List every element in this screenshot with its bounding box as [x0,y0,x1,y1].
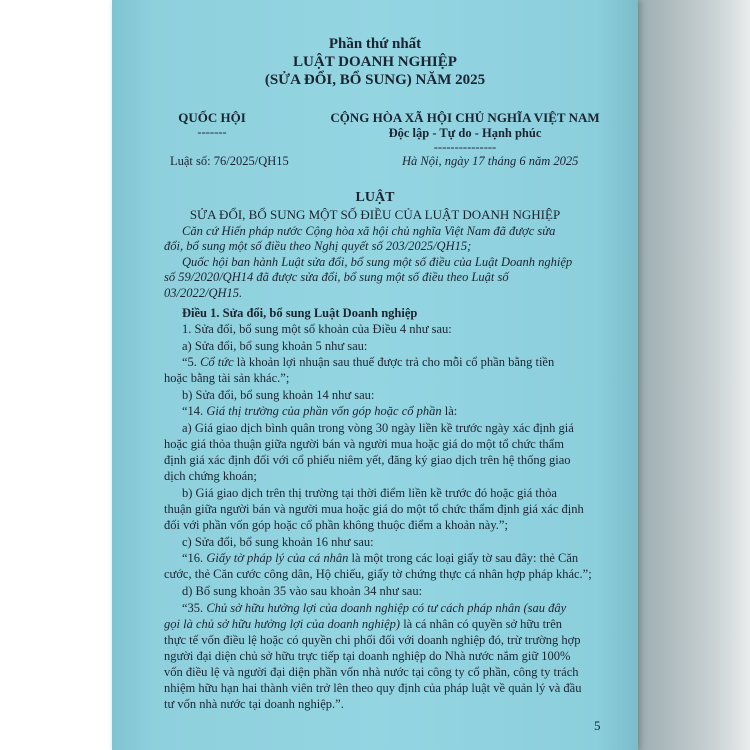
preamble-line: số 59/2020/QH14 đã được sửa đổi, bổ sung một số điều theo Luật số [164,270,509,284]
point-b: b) Sửa đổi, bổ sung khoản 14 như sau: [182,388,375,402]
document-name: SỬA ĐỔI, BỔ SUNG MỘT SỐ ĐIỀU CỦA LUẬT DOANH NGHIỆP [189,207,561,222]
book-page [112,0,638,750]
quote-line: định giá xác định đối với cổ phiếu niêm yết, đăng ký giao dịch trên hệ thống giao [164,453,571,467]
page-number: 5 [594,718,601,733]
preamble-line: Căn cứ Hiến pháp nước Cộng hòa xã hội chủ nghĩa Việt Nam đã được sửa [182,224,556,238]
article-heading: Điều 1. Sửa đổi, bổ sung Luật Doanh nghiệp [182,306,418,320]
quote-5 [182,356,554,369]
background-right [620,0,750,750]
quote-prefix: “35. [182,601,207,615]
quote-line: a) Giá giao dịch bình quân trong vòng 30 ngày liền kề trước ngày xác định giá [182,421,574,435]
quote-prefix: “5. [182,355,201,369]
part-heading: Phần thứ nhất [328,36,422,52]
quote-prefix: “16. [182,551,207,565]
preamble-line: 03/2022/QH15. [164,286,243,300]
motto-rule: --------------- [433,140,497,154]
quote-text: là khoản lợi nhuận sau thuế được trả cho mỗi cổ phần bằng tiền [233,355,555,369]
quote-line: hoặc bằng tài sản khác.”; [164,371,290,385]
quote-line: đối với phần vốn góp hoặc cổ phần không thuộc điểm a khoản này.”; [164,518,508,532]
point-d: d) Bổ sung khoản 35 vào sau khoản 34 như sau: [182,584,423,598]
quote-text: là một trong các loại giấy tờ sau đây: thẻ Căn [348,551,579,565]
quote-line: dịch chứng khoán; [164,469,257,483]
quote-line: tư vốn nhà nước tại doanh nghiệp.”. [164,697,344,711]
defined-term: Giấy tờ pháp lý của cá nhân [206,551,349,565]
national-motto: Độc lập - Tự do - Hạnh phúc [388,126,542,140]
document-kind: LUẬT [355,190,395,205]
quote-35 [182,602,566,615]
quote-line: người đại diện chủ sở hữu trực tiếp tại doanh nghiệp do Nhà nước nắm giữ 100% [164,649,571,663]
quote-text: là cá nhân có quyền sở hữu trên [400,617,563,631]
law-title: LUẬT DOANH NGHIỆP [293,54,457,70]
quote-line [164,618,562,631]
defined-term: Cổ tức [200,355,234,369]
law-subtitle: (SỬA ĐỔI, BỔ SUNG) NĂM 2025 [264,72,486,88]
quote-line: vốn điều lệ và người đại diện phần vốn nhà nước tại công ty cổ phần, công ty trách [164,665,579,679]
clause-1: 1. Sửa đổi, bổ sung một số khoản của Điều 4 như sau: [182,322,452,336]
quote-line: hoặc giá thỏa thuận giữa người bán và người mua hoặc giá do một tổ chức thẩm [164,437,564,451]
quote-line: thực tế vốn điều lệ hoặc có quyền chi phối đối với doanh nghiệp đó, trừ trường hợp [164,633,581,647]
defined-term: gọi là chủ sở hữu hưởng lợi của doanh nghiệp) [164,617,401,631]
quote-prefix: “14. [182,404,207,418]
quote-line: thuận giữa người bán và người mua hoặc giá do một tổ chức thẩm định giá xác định [164,502,584,516]
country-name: CỘNG HÒA XÃ HỘI CHỦ NGHĨA VIỆT NAM [330,110,600,125]
place-date: Hà Nội, ngày 17 tháng 6 năm 2025 [402,154,579,168]
quote-line: b) Giá giao dịch trên thị trường tại thời điểm liền kề trước đó hoặc giá thỏa [182,486,557,500]
point-a: a) Sửa đổi, bổ sung khoản 5 như sau: [182,339,368,353]
issuer-name: QUỐC HỘI [178,110,246,125]
quote-16 [182,552,578,565]
background-left [0,0,118,750]
quote-14 [182,405,457,418]
quote-line: cước, thẻ Căn cước công dân, Hộ chiếu, giấy tờ chứng thực cá nhân hợp pháp khác.”; [164,567,592,581]
defined-term: Chủ sở hữu hưởng lợi của doanh nghiệp có tư cách pháp nhân (sau đây [206,601,567,615]
point-c: c) Sửa đổi, bổ sung khoản 16 như sau: [182,535,374,549]
quote-line: nhiệm hữu hạn hai thành viên trở lên theo quy định của pháp luật về quản lý và đầu [164,681,582,695]
law-number: Luật số: 76/2025/QH15 [170,154,289,168]
issuer-rule: ------- [197,125,227,139]
preamble-line: đổi, bổ sung một số điều theo Nghị quyết số 203/2025/QH15; [164,239,472,253]
preamble-line: Quốc hội ban hành Luật sửa đổi, bổ sung một số điều của Luật Doanh nghiệp [182,255,573,269]
quote-text: là: [441,404,458,418]
defined-term: Giá thị trường của phần vốn góp hoặc cổ phần [206,404,442,418]
